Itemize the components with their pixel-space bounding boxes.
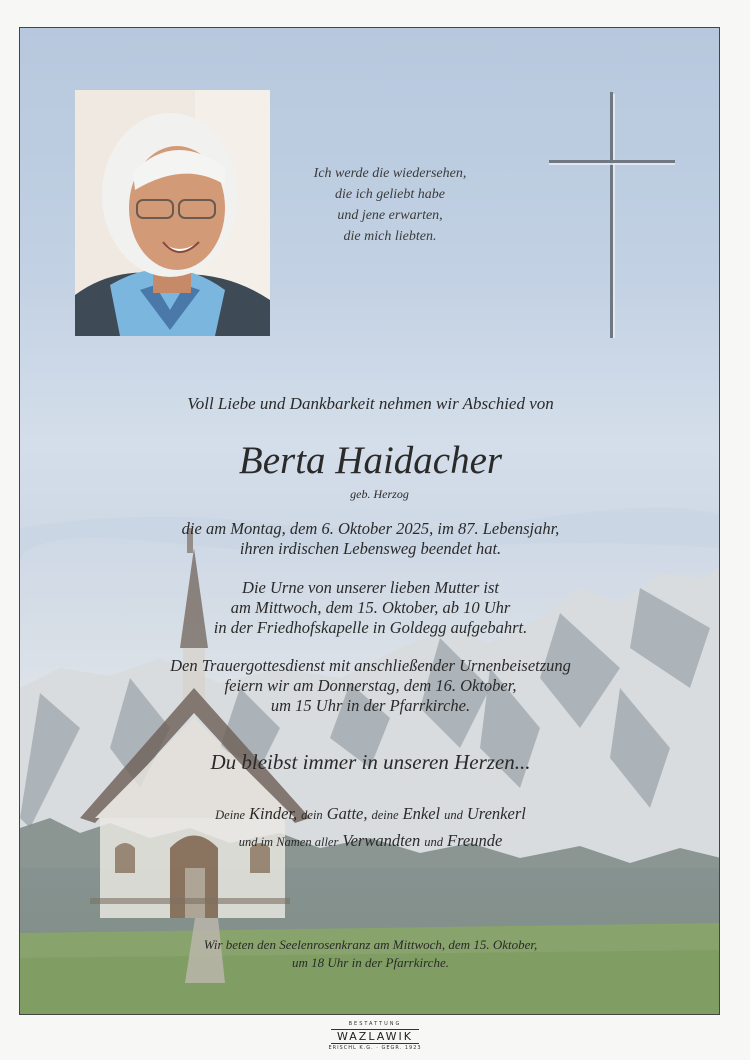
family-word: Verwandten: [342, 831, 421, 850]
family-word: und: [444, 808, 463, 822]
urn-line: in der Friedhofskapelle in Goldegg aufgebahrt.: [213, 618, 528, 637]
service-line: um 15 Uhr in der Pfarrkirche.: [270, 696, 471, 715]
family-line-2: [20, 828, 720, 855]
family-word: Urenkerl: [466, 804, 526, 823]
family-line-1: [20, 801, 720, 828]
verse-line: die mich liebten.: [343, 229, 437, 244]
family-word: Kinder,: [249, 804, 298, 823]
verse-line: die ich geliebt habe: [334, 187, 446, 202]
death-line: ihren irdischen Lebensweg beendet hat.: [239, 539, 502, 558]
verse: [275, 163, 505, 247]
verse-line: Ich werde die wiedersehen,: [313, 166, 467, 181]
family-word: deine: [371, 808, 399, 822]
rosary-notice: [20, 936, 720, 972]
urn-line: Die Urne von unserer lieben Mutter ist: [242, 578, 499, 597]
family-word: dein: [301, 808, 323, 822]
logo-main-text: WAZLAWIK: [331, 1029, 419, 1044]
intro-text: Voll Liebe und Dankbarkeit nehmen wir Abschied von: [187, 394, 554, 413]
funeral-home-logo: [290, 1021, 460, 1051]
family-word: und: [424, 835, 444, 849]
family-word: und im Namen aller: [238, 835, 339, 849]
rosary-line: um 18 Uhr in der Pfarrkirche.: [292, 955, 449, 970]
urn-notice: [20, 578, 720, 638]
family-word: Deine: [215, 808, 246, 822]
verse-line: und jene erwarten,: [337, 208, 443, 223]
portrait-photo: [75, 90, 270, 336]
urn-line: am Mittwoch, dem 15. Oktober, ab 10 Uhr: [230, 598, 511, 617]
service-line: feiern wir am Donnerstag, dem 16. Oktober,: [224, 676, 517, 695]
closing-phrase: Du bleibst immer in unseren Herzen...: [210, 750, 531, 774]
family-word: Gatte,: [326, 804, 368, 823]
service-line: Den Trauergottesdienst mit anschließender Urnenbeisetzung: [170, 656, 571, 675]
deceased-name: Berta Haidacher: [238, 439, 503, 482]
cross-icon: [547, 88, 677, 338]
maiden-name: geb. Herzog: [350, 487, 409, 501]
service-notice: [20, 656, 720, 716]
death-line: die am Montag, dem 6. Oktober 2025, im 87. Lebensjahr,: [181, 519, 560, 538]
family-word: Freunde: [447, 831, 503, 850]
death-notice: [20, 519, 720, 559]
logo-sub-text: ERISCHL K.G. · GEGR. 1923: [328, 1045, 422, 1051]
obituary-card: [19, 27, 720, 1015]
family-signature: [20, 801, 720, 855]
logo-top-text: BESTATTUNG: [348, 1021, 402, 1027]
rosary-line: Wir beten den Seelenrosenkranz am Mittwoch, dem 15. Oktober,: [203, 937, 538, 952]
family-word: Enkel: [402, 804, 441, 823]
